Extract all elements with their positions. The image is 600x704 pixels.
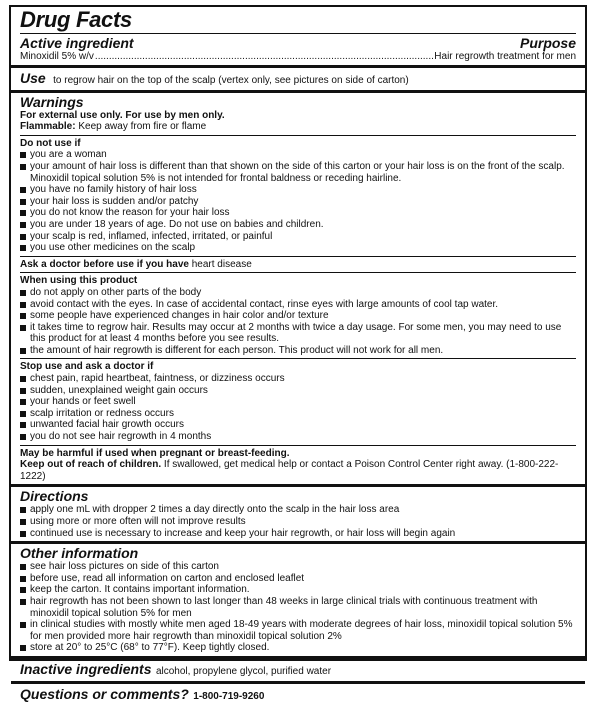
other-information-item: store at 20° to 25°C (68° to 77°F). Keep tightly closed. [20, 642, 576, 654]
do-not-use-item: you have no family history of hair loss [20, 184, 576, 196]
questions-heading: Questions or comments? [20, 685, 189, 702]
keep-out-text: If swallowed, get medical help or contact a Poison Control Center right away. (1-800-222-1222) [20, 459, 559, 482]
stop-use-item: scalp irritation or redness occurs [20, 408, 576, 420]
do-not-use-item: your amount of hair loss is different than that shown on the side of this carton or your hair loss is on the front of the scalp. Minoxidil topical solution 5% is not intended for frontal baldness or receding hairline. [20, 161, 576, 184]
title-rule [20, 33, 576, 34]
flammable-label: Flammable: [20, 121, 76, 133]
section-divider [11, 541, 585, 544]
external-use-warning: For external use only. For use by men only. [20, 109, 225, 121]
stop-use-item: unwanted facial hair growth occurs [20, 419, 576, 431]
do-not-use-section [20, 138, 576, 254]
section-divider [11, 681, 585, 684]
do-not-use-heading: Do not use if [20, 137, 81, 149]
other-information-section [20, 546, 576, 654]
active-ingredient-purpose: Hair regrowth treatment for men [434, 51, 576, 62]
stop-use-item: sudden, unexplained weight gain occurs [20, 385, 576, 397]
section-divider [11, 656, 585, 659]
do-not-use-item: you do not know the reason for your hair loss [20, 207, 576, 219]
when-using-item: some people have experienced changes in hair color and/or texture [20, 310, 576, 322]
pregnancy-warning: May be harmful if used when pregnant or breast-feeding. [20, 447, 290, 459]
inactive-ingredients-heading: Inactive ingredients [20, 660, 152, 677]
subsection-rule [20, 135, 576, 136]
section-divider [11, 90, 585, 93]
directions-item: using more or more often will not improve results [20, 516, 576, 528]
section-divider [11, 65, 585, 68]
active-ingredient-name: Minoxidil 5% w/v [20, 51, 94, 62]
when-using-item: do not apply on other parts of the body [20, 287, 576, 299]
leader-dots [95, 51, 433, 63]
pregnancy-children-section [20, 448, 576, 483]
stop-use-item: your hands or feet swell [20, 396, 576, 408]
do-not-use-item: your scalp is red, inflamed, infected, irritated, or painful [20, 231, 576, 243]
questions-phone: 1-800-719-9260 [193, 690, 265, 702]
do-not-use-item: you are a woman [20, 149, 576, 161]
ask-doctor-section [20, 259, 576, 271]
stop-use-section [20, 361, 576, 442]
directions-section [20, 489, 576, 539]
drug-facts-title: Drug Facts [20, 7, 132, 32]
do-not-use-item: your hair loss is sudden and/or patchy [20, 196, 576, 208]
when-using-section [20, 275, 576, 356]
when-using-item: it takes time to regrow hair. Results may occur at 2 months with twice a day usage. For some men, you may need to use this product for at least 4 months before you see results. [20, 322, 576, 345]
directions-item: continued use is necessary to increase and keep your hair regrowth, or hair loss will begin again [20, 528, 576, 540]
do-not-use-item: you are under 18 years of age. Do not use on babies and children. [20, 219, 576, 231]
other-information-item: hair regrowth has not been shown to last longer than 48 weeks in large clinical trials with continuous treatment with minoxidil topical solution 5% for men [20, 596, 576, 619]
other-information-heading: Other information [20, 545, 139, 562]
flammable-text: Keep away from fire or flame [78, 121, 207, 133]
inactive-ingredients-text: alcohol, propylene glycol, purified water [155, 665, 332, 677]
do-not-use-item: you use other medicines on the scalp [20, 242, 576, 254]
purpose-heading: Purpose [519, 35, 576, 51]
warnings-section [20, 95, 576, 133]
use-text: to regrow hair on the top of the scalp (vertex only, see pictures on side of carton) [53, 74, 409, 86]
subsection-rule [20, 272, 576, 273]
other-information-item: in clinical studies with mostly white men aged 18-49 years with moderate degrees of hair loss, minoxidil topical solution 5% for men provided more hair regrowth than minoxidil topical solution 2% [20, 619, 576, 642]
active-ingredient-section [20, 36, 576, 63]
other-information-item: before use, read all information on carton and enclosed leaflet [20, 573, 576, 585]
stop-use-item: you do not see hair regrowth in 4 months [20, 431, 576, 443]
subsection-rule [20, 358, 576, 359]
use-heading: Use [20, 69, 46, 86]
stop-use-heading: Stop use and ask a doctor if [20, 361, 154, 373]
keep-out-label: Keep out of reach of children. [20, 459, 162, 471]
active-ingredient-heading: Active ingredient [20, 35, 134, 51]
stop-use-item: chest pain, rapid heartbeat, faintness, or dizziness occurs [20, 373, 576, 385]
when-using-item: the amount of hair regrowth is different for each person. This product will not work for all men. [20, 345, 576, 357]
other-information-item: keep the carton. It contains important information. [20, 584, 576, 596]
subsection-rule [20, 256, 576, 257]
use-section [20, 70, 576, 88]
subsection-rule [20, 445, 576, 446]
when-using-item: avoid contact with the eyes. In case of accidental contact, rinse eyes with large amounts of cool tap water. [20, 299, 576, 311]
other-information-item: see hair loss pictures on side of this carton [20, 561, 576, 573]
warnings-heading: Warnings [20, 93, 84, 110]
directions-item: apply one mL with dropper 2 times a day directly onto the scalp in the hair loss area [20, 504, 576, 516]
ask-doctor-label: Ask a doctor before use if you have [20, 258, 189, 270]
questions-section [20, 686, 576, 704]
drug-facts-label [9, 5, 587, 702]
section-divider [11, 484, 585, 487]
directions-heading: Directions [20, 488, 89, 505]
ask-doctor-text: heart disease [191, 258, 252, 270]
when-using-heading: When using this product [20, 275, 138, 287]
inactive-ingredients-section [20, 661, 576, 679]
